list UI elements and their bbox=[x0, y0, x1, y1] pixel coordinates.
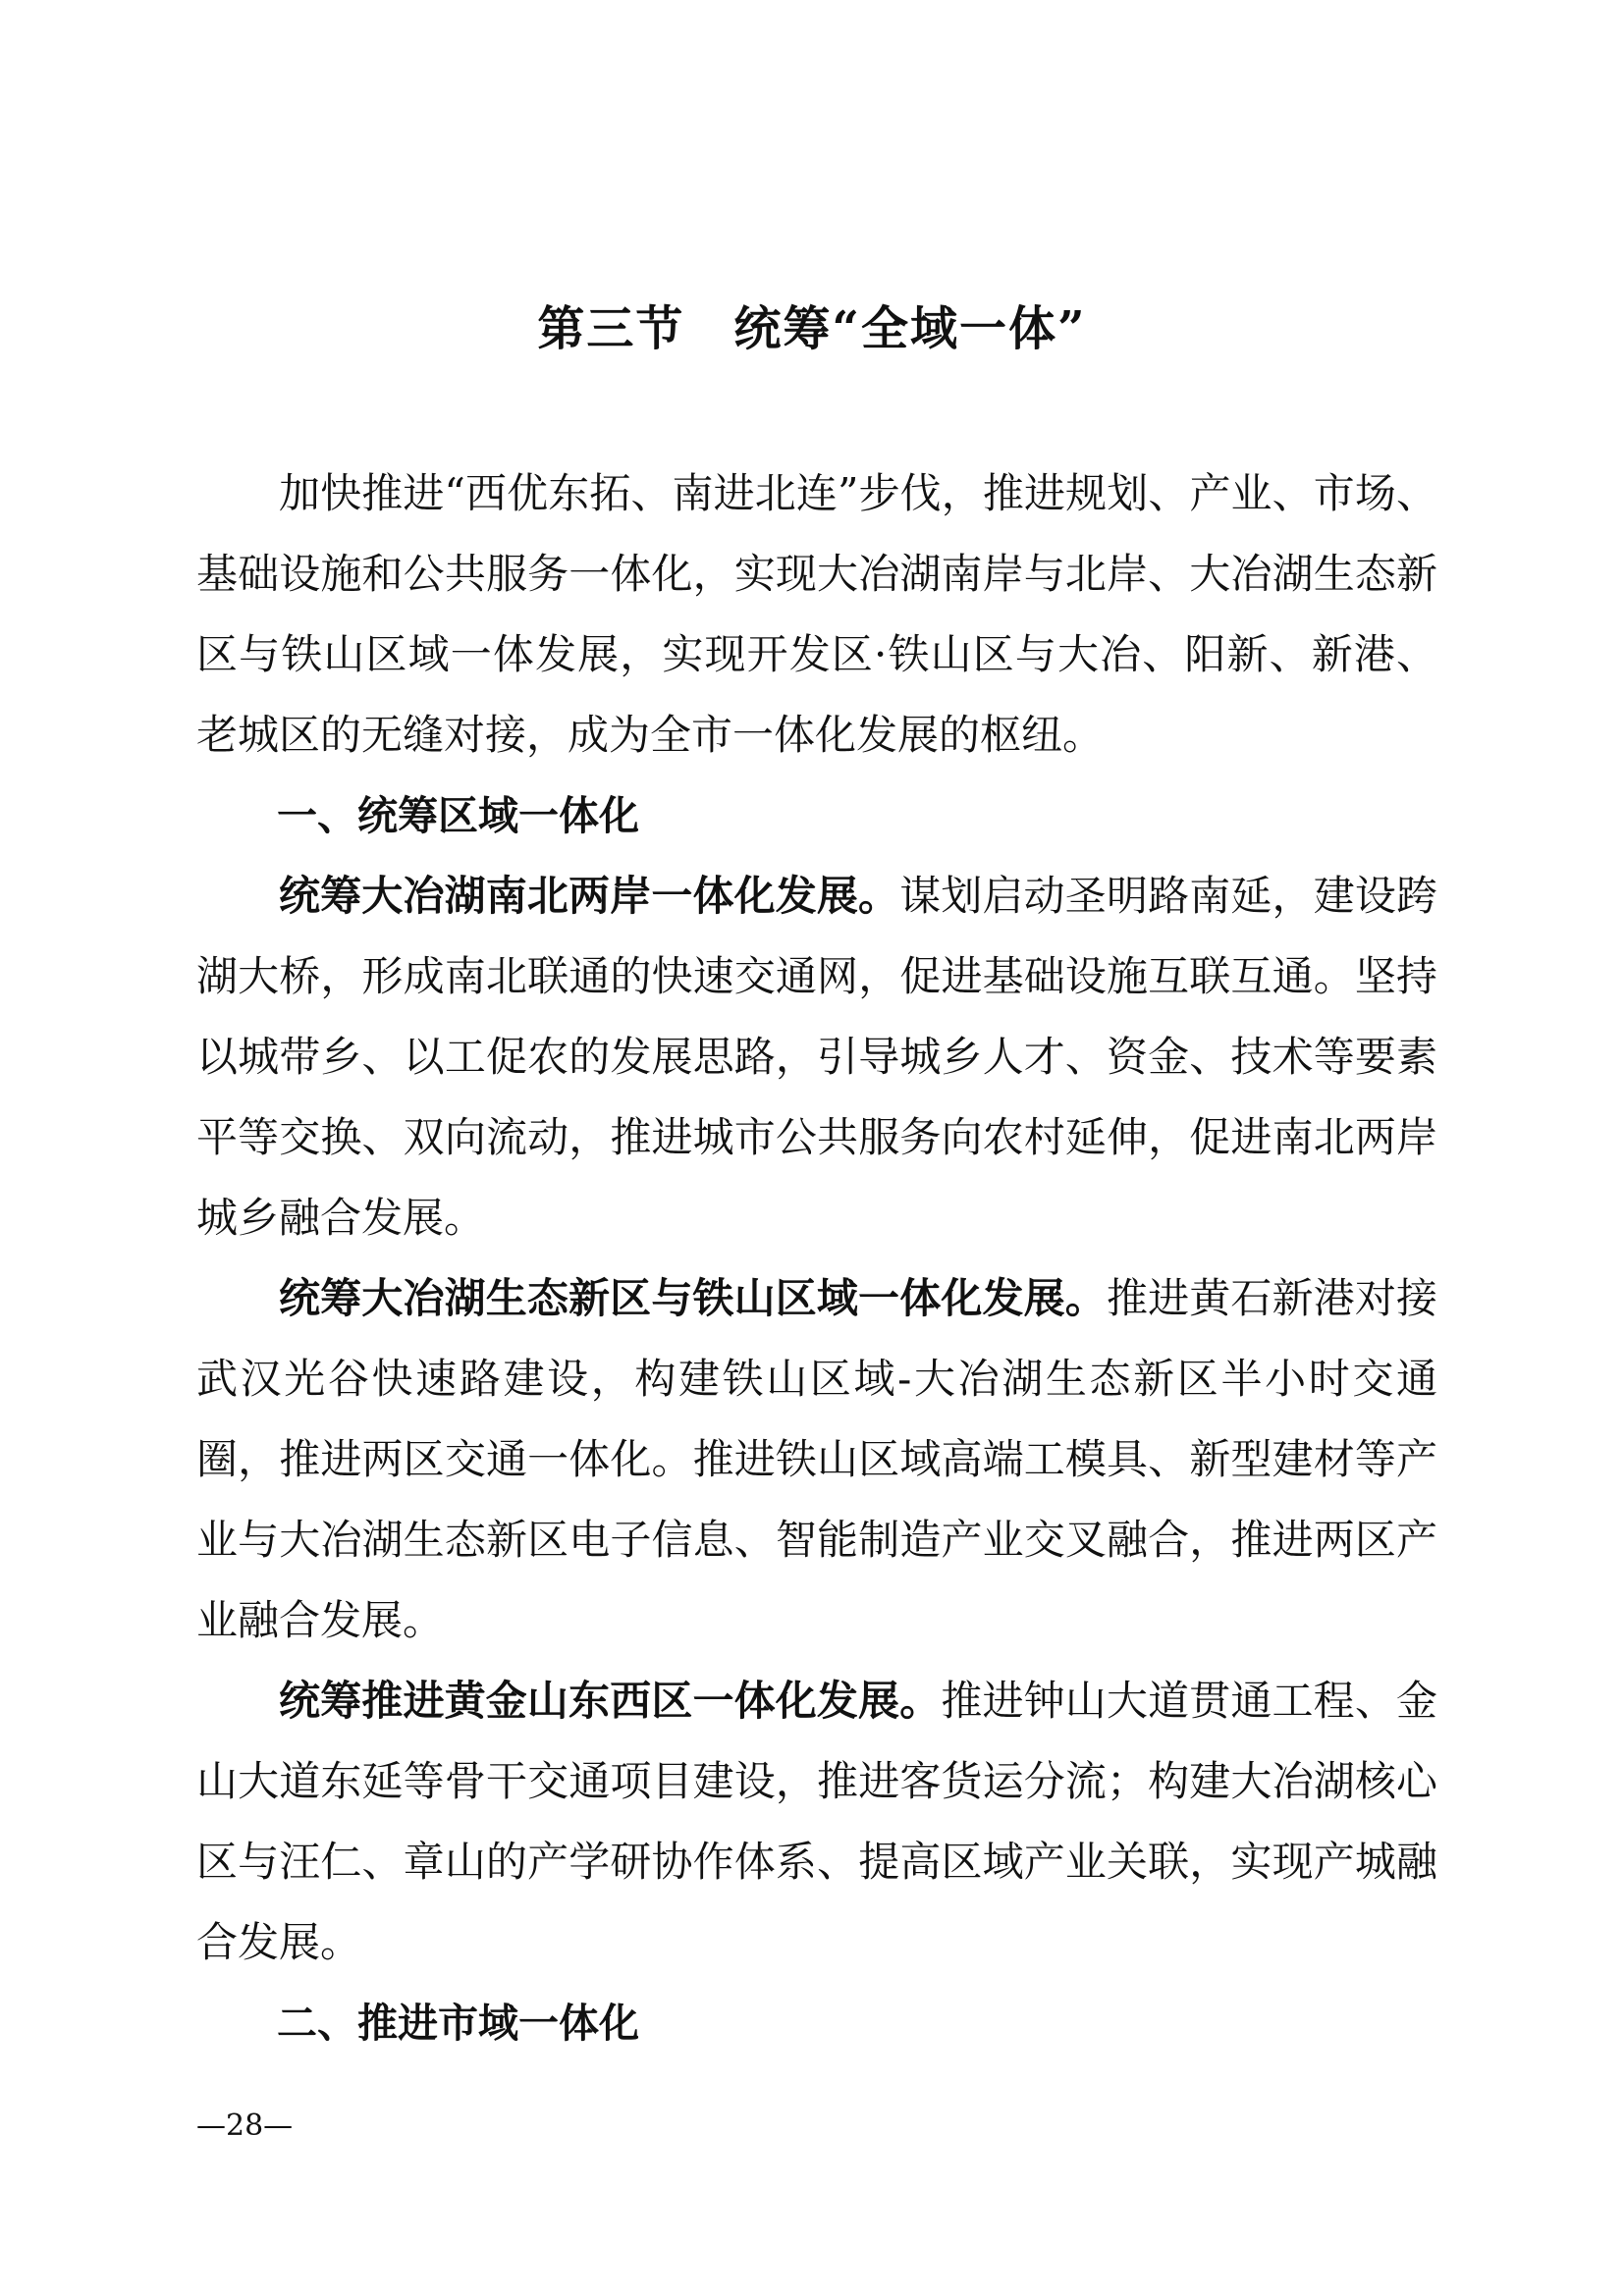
paragraph-lead: 统筹推进黄金山东西区一体化发展。 bbox=[279, 1677, 942, 1725]
document-body bbox=[196, 454, 1437, 2063]
paragraph-lake-shores bbox=[196, 856, 1437, 1258]
paragraph-text: 推进钟山大道贯通工程、金山大道东延等骨干交通项目建设，推进客货运分流；构建大冶湖核心区与汪仁、章山的产学研协作体系、提高区域产业关联，实现产城融合发展。 bbox=[196, 1677, 1437, 1966]
paragraph-text: 推进黄石新港对接武汉光谷快速路建设，构建铁山区域-大冶湖生态新区半小时交通圈，推进两区交通一体化。推进铁山区域高端工模具、新型建材等产业与大冶湖生态新区电子信息、智能制造产业交叉融合，推进两区产业融合发展。 bbox=[196, 1274, 1437, 1644]
section-title: 第三节 统筹“全域一体” bbox=[537, 301, 1087, 356]
heading-regional-integration: 一、统筹区域一体化 bbox=[277, 792, 639, 839]
paragraph-new-district-tieshan bbox=[196, 1258, 1437, 1661]
paragraph-lead: 统筹大冶湖生态新区与铁山区域一体化发展。 bbox=[279, 1274, 1107, 1322]
paragraph-lead: 统筹大冶湖南北两岸一体化发展。 bbox=[279, 872, 900, 920]
page-number: —28— bbox=[196, 2109, 294, 2143]
paragraph-huangjinshan bbox=[196, 1661, 1437, 1983]
paragraph-text: 谋划启动圣明路南延，建设跨湖大桥，形成南北联通的快速交通网，促进基础设施互联互通。坚持以城带乡、以工促农的发展思路，引导城乡人才、资金、技术等要素平等交换、双向流动，推进城市公共服务向农村延伸，促进南北两岸城乡融合发展。 bbox=[196, 872, 1437, 1242]
intro-paragraph: 加快推进“西优东拓、南进北连”步伐，推进规划、产业、市场、基础设施和公共服务一体化，实现大冶湖南岸与北岸、大冶湖生态新区与铁山区域一体发展，实现开发区·铁山区与大冶、阳新、新港、老城区的无缝对接，成为全市一体化发展的枢纽。 bbox=[196, 469, 1437, 759]
heading-city-integration: 二、推进市域一体化 bbox=[277, 2000, 639, 2047]
